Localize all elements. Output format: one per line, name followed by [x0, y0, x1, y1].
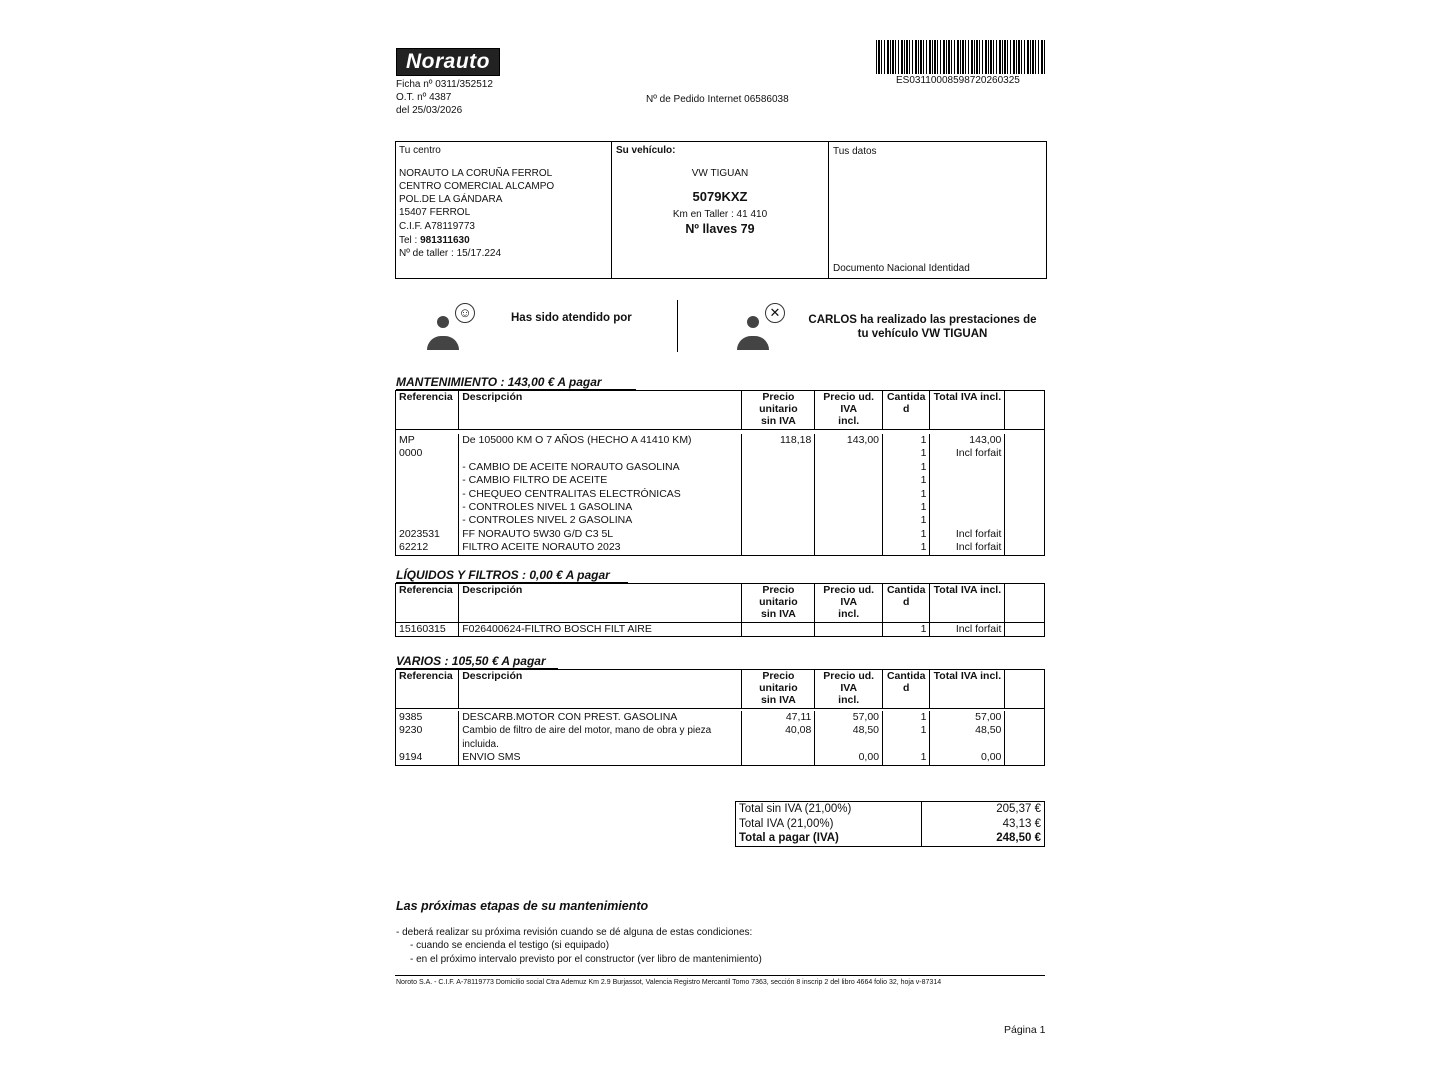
attended-by-text: Has sido atendido por: [511, 312, 632, 324]
pedido-number: Nº de Pedido Internet 06586038: [646, 94, 789, 105]
col-cantidad: Cantida d: [883, 391, 930, 430]
ot-number: O.T. nº 4387: [396, 92, 452, 103]
next-steps-line: - cuando se encienda el testigo (si equipado): [410, 940, 610, 951]
table-row: - CAMBIO DE ACEITE NORAUTO GASOLINA 1: [396, 461, 1045, 474]
page-number: Página 1: [1004, 1024, 1046, 1036]
table-row: 9230 Cambio de filtro de aire del motor, mano de obra y pieza 40,08 48,50 1 48,50: [396, 724, 1045, 737]
vehicle-keys: Nº llaves 79: [685, 222, 755, 236]
table-row: 0000 1 Incl forfait: [396, 447, 1045, 460]
barcode: [876, 40, 1046, 74]
col-precio-iva: Precio ud. IVA incl.: [815, 391, 883, 430]
datos-dni: Documento Nacional Identidad: [833, 263, 970, 274]
centro-line: 15407 FERROL: [399, 207, 471, 218]
norauto-logo: Norauto: [396, 48, 500, 76]
next-steps-line: - deberá realizar su próxima revisión cuando se dé alguna de estas condiciones:: [396, 927, 753, 938]
table-row: 9194 ENVIO SMS 0,00 1 0,00: [396, 751, 1045, 765]
centro-title: Tu centro: [399, 145, 441, 156]
barcode-text: ES03110008598720260325: [896, 75, 1020, 86]
section-title-varios: VARIOS : 105,50 € A pagar: [396, 654, 558, 669]
table-row: - CONTROLES NIVEL 1 GASOLINA 1: [396, 501, 1045, 514]
total-row: Total sin IVA (21,00%) 205,37 €: [736, 802, 1045, 817]
advisor-icon: ☺: [425, 300, 485, 355]
mechanic-text: CARLOS ha realizado las prestaciones de tu vehículo VW TIGUAN: [808, 314, 1037, 340]
footer-legal: Noroto S.A. - C.I.F. A-78119773 Domicilio social Ctra Ademuz Km 2.9 Burjassot, Valencia Registro Mercantil Tomo 7363, sección 8 inscrip 2 del libro 4664 folio 32, hoja v-87314: [396, 979, 942, 986]
col-total: Total IVA incl.: [930, 391, 1005, 430]
totals-table: [735, 801, 1045, 847]
col-descripcion: Descripción: [459, 391, 742, 430]
table-varios: Referencia Descripción Precio unitario sin IVA Precio ud. IVA incl. Cantida d Total IVA incl. 9385 DESCARB.MOTOR CON PREST. GASOLINA 47,11 57,00 1 57,00 9230 Cambio de filtro de aire del motor, mano de obra y pieza 40,08 48,50 1 48,50 incluida. 9194 ENVIO SMS 0,00 1 0,00: [395, 669, 1045, 766]
centro-line: C.I.F. A78119773: [399, 221, 475, 232]
document-date: del 25/03/2026: [396, 105, 463, 116]
next-steps-title: Las próximas etapas de su mantenimiento: [396, 899, 649, 913]
table-row: incluida.: [396, 738, 1045, 751]
datos-title: Tus datos: [833, 146, 877, 157]
centro-line: CENTRO COMERCIAL ALCAMPO: [399, 181, 555, 192]
table-mantenimiento: [395, 390, 1045, 556]
mechanic-icon: ✕: [735, 300, 795, 355]
footer-divider: [395, 975, 1045, 976]
vehicle-km: Km en Taller : 41 410: [672, 209, 768, 220]
centro-line: NORAUTO LA CORUÑA FERROL: [399, 168, 553, 179]
table-row: - CAMBIO FILTRO DE ACEITE 1: [396, 474, 1045, 487]
col-referencia: Referencia: [396, 391, 459, 430]
col-precio-unitario: Precio unitario sin IVA: [742, 391, 815, 430]
total-row: Total a pagar (IVA) 248,50 €: [736, 831, 1045, 846]
vehicle-plate: 5079KXZ: [692, 189, 748, 204]
total-row: Total IVA (21,00%) 43,13 €: [736, 817, 1045, 832]
table-row: 2023531 FF NORAUTO 5W30 G/D C3 5L 1 Incl forfait: [396, 528, 1045, 541]
table-row: MP De 105000 KM O 7 AÑOS (HECHO A 41410 KM) 118,18 143,00 1 143,00: [396, 434, 1045, 447]
table-row: 62212 FILTRO ACEITE NORAUTO 2023 1 Incl forfait: [396, 541, 1045, 555]
centro-taller: Nº de taller : 15/17.224: [399, 248, 502, 259]
table-row: - CHEQUEO CENTRALITAS ELECTRÓNICAS 1: [396, 488, 1045, 501]
table-row: 9385 DESCARB.MOTOR CON PREST. GASOLINA 47,11 57,00 1 57,00: [396, 711, 1045, 724]
table-row: - CONTROLES NIVEL 2 GASOLINA 1: [396, 514, 1045, 527]
section-title-mantenimiento: MANTENIMIENTO : 143,00 € A pagar: [396, 375, 636, 390]
centro-phone: Tel : 981311630: [399, 235, 470, 246]
table-row: 15160315 F026400624-FILTRO BOSCH FILT AIRE 1 Incl forfait: [396, 623, 1045, 637]
vehiculo-title: Su vehículo:: [616, 145, 676, 156]
section-title-liquidos: LÍQUIDOS Y FILTROS : 0,00 € A pagar: [396, 568, 628, 583]
next-steps-line: - en el próximo intervalo previsto por el constructor (ver libro de mantenimiento): [410, 954, 762, 965]
vehicle-model: VW TIGUAN: [691, 168, 749, 179]
table-liquidos: Referencia Descripción Precio unitario sin IVA Precio ud. IVA incl. Cantida d Total IVA incl. 15160315 F026400624-FILTRO BOSCH FILT AIRE 1 Incl forfait: [395, 583, 1045, 637]
centro-line: POL.DE LA GÁNDARA: [399, 194, 503, 205]
ficha-number: Ficha nº 0311/352512: [396, 79, 493, 90]
